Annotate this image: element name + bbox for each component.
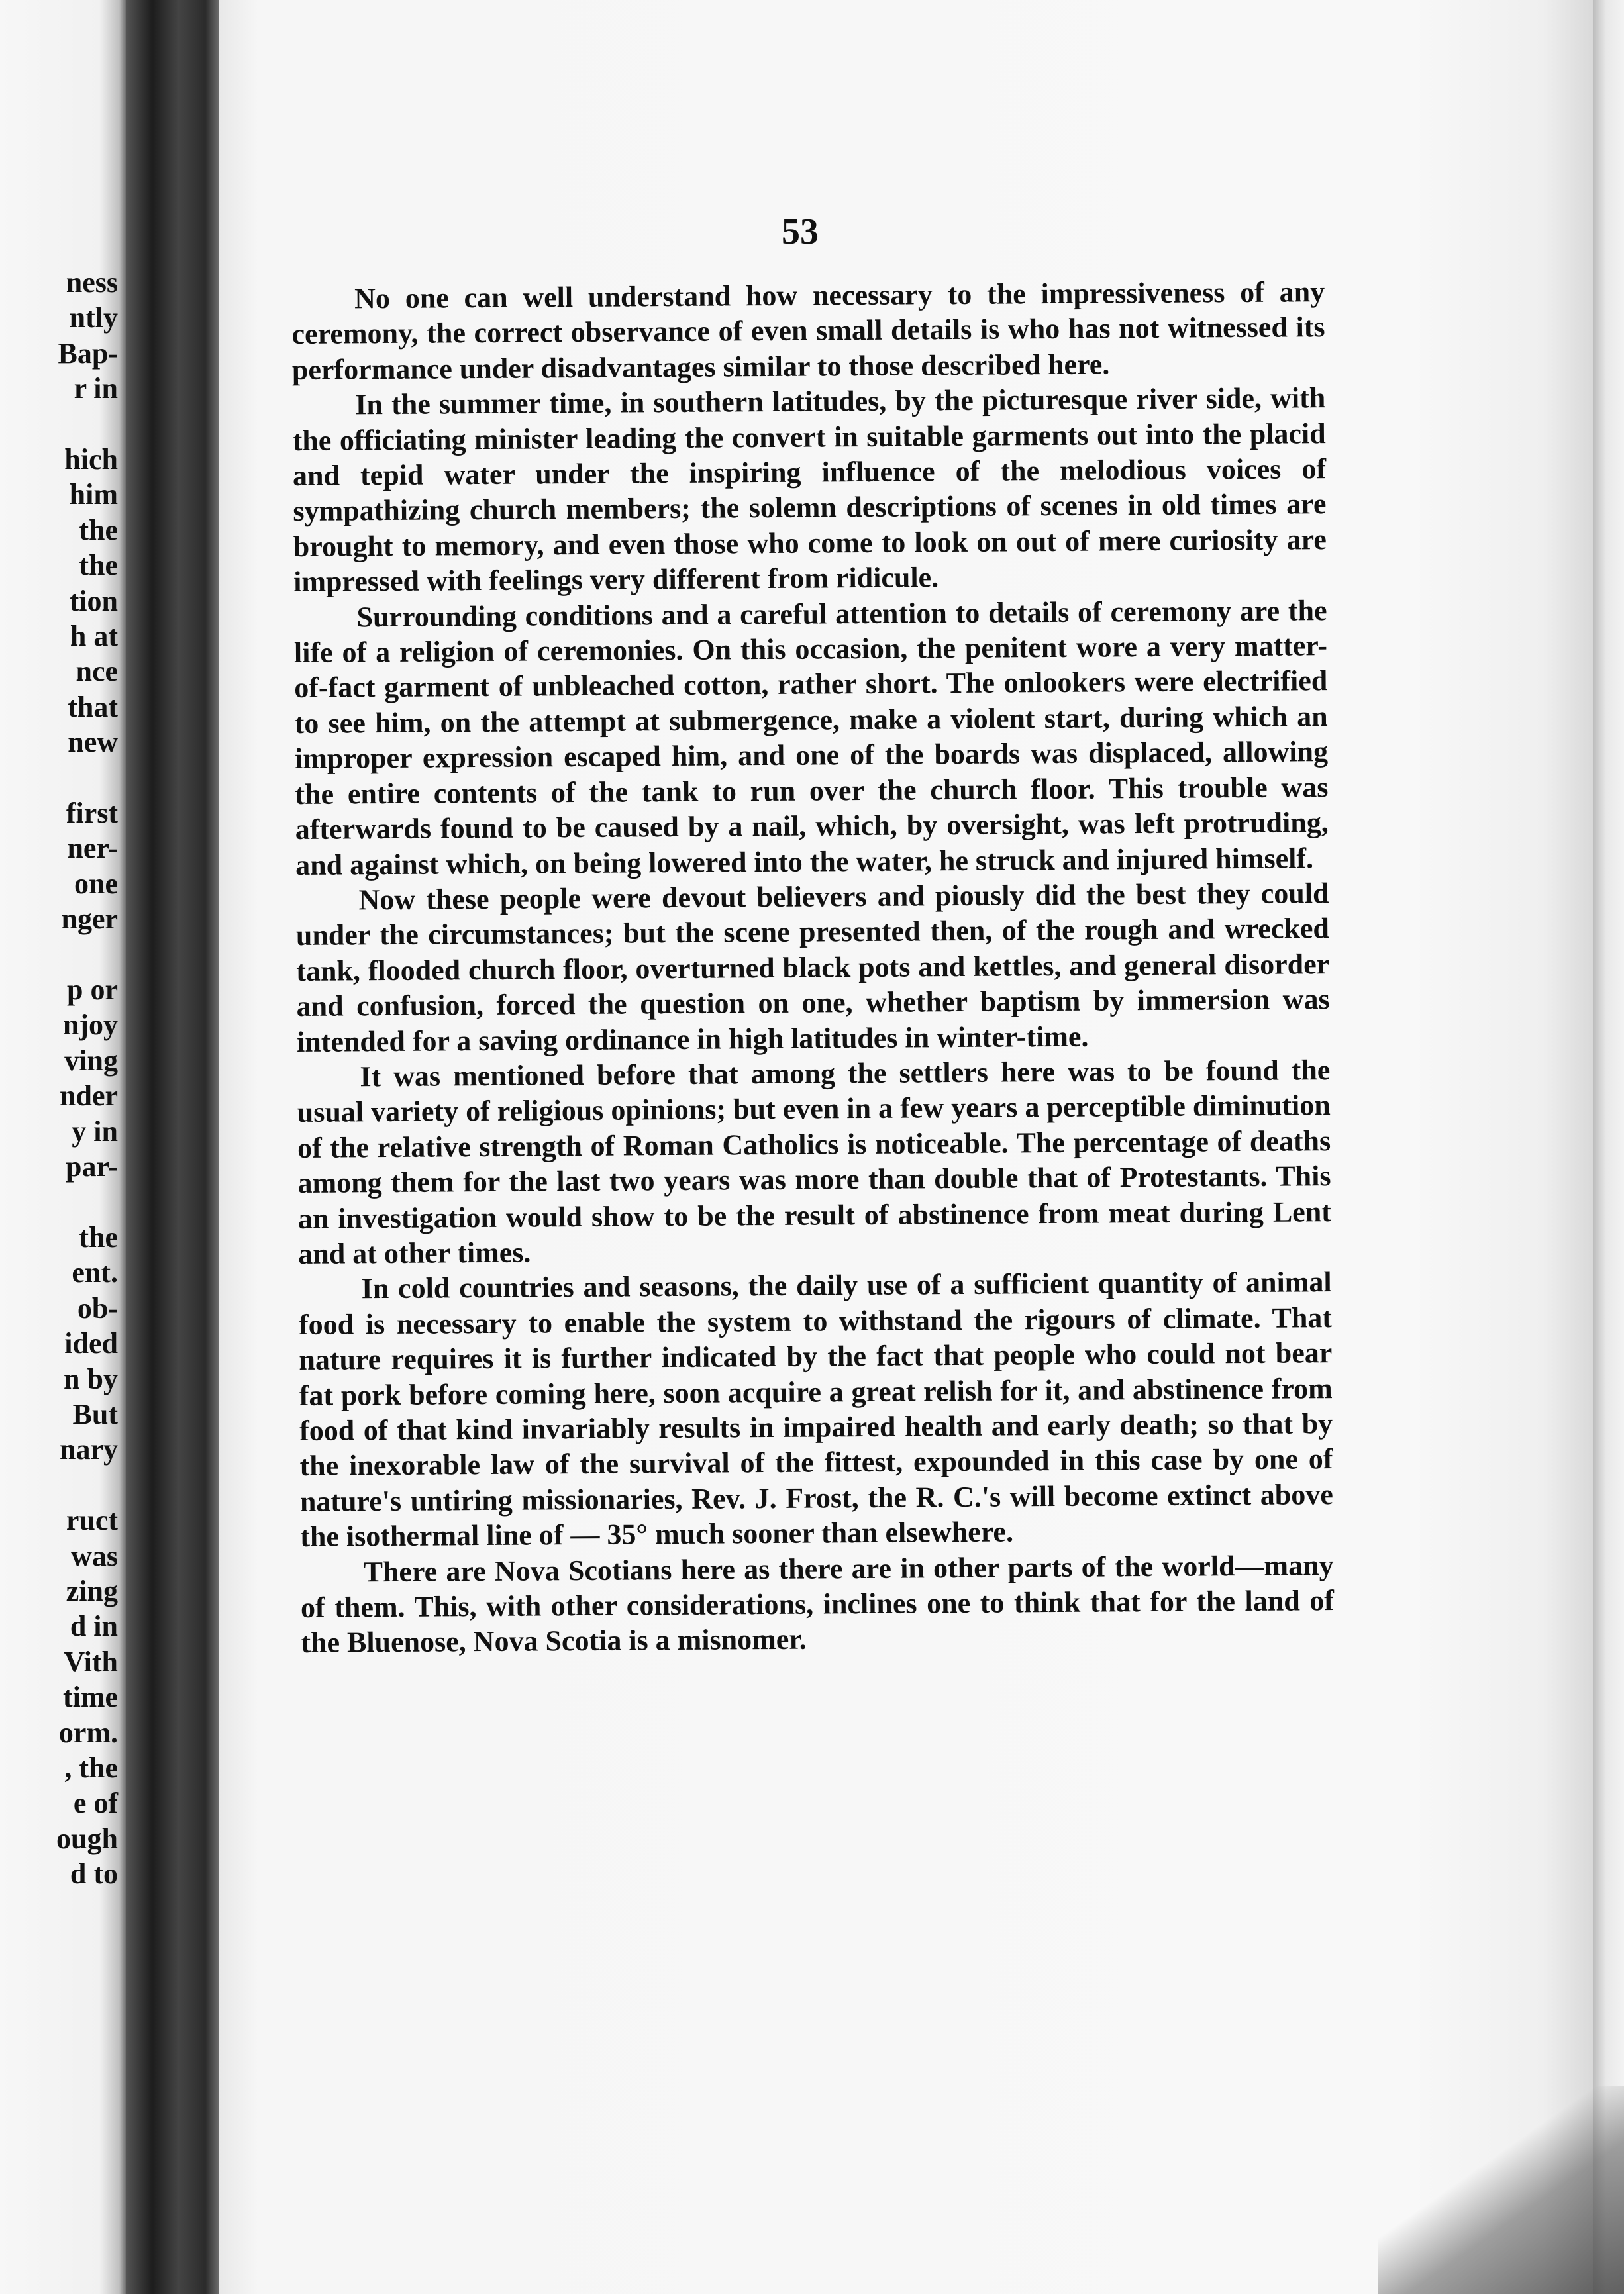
facing-page-fragment: y in [72, 1115, 118, 1148]
facing-page-fragment: new [68, 726, 118, 759]
facing-page-fragment: the [79, 1221, 118, 1254]
facing-page-fragment: ided [64, 1327, 118, 1360]
facing-page-fragment: h at [70, 620, 118, 653]
body-text [291, 274, 1335, 1661]
facing-page-fragment: d to [70, 1858, 118, 1891]
facing-page-fragment: p or [67, 973, 118, 1007]
facing-page-fragment: orm. [58, 1716, 118, 1749]
facing-page-fragment: nder [60, 1079, 118, 1113]
facing-page-fragment: ob- [77, 1291, 118, 1324]
fragment-gap [56, 1468, 118, 1503]
paragraph: In the summer time, in southern latitudes, by the picturesque river side, with the officiating minister leading the convert in suitable garments out into the placid and tepid water under the inspiring influence of the melodious voices of sympathizing church members; the solemn descriptions of scenes in old times are brought to memory, and even those who come to look on out of mere curiosity are impressed with feelings very different from ridicule. [292, 381, 1327, 599]
facing-page-fragment: ntly [69, 301, 118, 334]
facing-page-fragment: d in [70, 1610, 118, 1643]
paragraph: It was mentioned before that among the settlers here was to be found the usual variety of religious opinions; but even in a few years a perceptible diminution of the relative strength of Roman Catholics is noticeable. The percentage of deaths among them for the last two years was more than double that of Protestants. This an investigation would show to be the result of abstinence from meat during Lent and at other times. [297, 1054, 1332, 1270]
page-number: 53 [782, 211, 819, 252]
facing-page-fragment: nger [61, 903, 118, 936]
fragment-gap [56, 407, 118, 442]
facing-page-fragment: him [69, 478, 118, 511]
facing-page-fragment: hich [64, 443, 118, 476]
facing-page-fragment: ness [66, 266, 118, 299]
facing-page-fragment: ough [56, 1822, 118, 1855]
facing-page-fragment: Vith [64, 1645, 118, 1678]
facing-page-fragment: nce [76, 655, 118, 688]
paragraph: Surrounding conditions and a careful attention to details of ceremony are the life of a religion of ceremonies. On this occasion, the penitent wore a very matter-of-fact garment of unbleached cotton, rather short. The onlookers were electrified to see him, on the attempt at submergence, make a violent start, during which an improper expression escaped him, and one of the boards was displaced, allowing the entire contents of the tank to run over the church floor. This trouble was afterwards found to be caused by a nail, which, by oversight, was left protruding, and against which, on being lowered into the water, he struck and injured himself. [293, 593, 1329, 881]
facing-page-fragment: nary [60, 1433, 118, 1466]
fragment-gap [56, 760, 118, 795]
fragment-gap [56, 937, 118, 972]
facing-page-fragment: ner- [67, 832, 118, 865]
fragment-gap [56, 1185, 118, 1220]
page-right-edge [1593, 0, 1624, 2294]
facing-page-fragment: time [62, 1681, 118, 1714]
facing-page-fragment: one [74, 867, 118, 900]
paragraph: There are Nova Scotians here as there are in other parts of the world—many of them. This, with other considerations, inclines one to think that for the land of the Bluenose, Nova Scotia is a misnomer. [300, 1548, 1335, 1660]
page-corner-shadow [1378, 2086, 1624, 2294]
facing-page-fragment: ving [64, 1044, 118, 1077]
facing-page-fragment: But [72, 1397, 118, 1430]
facing-page-fragment: par- [65, 1150, 118, 1183]
facing-page-fragment: r in [74, 372, 118, 405]
facing-page-fragment: zing [66, 1574, 118, 1607]
facing-page-fragment: tion [69, 584, 118, 617]
facing-page-fragment: that [68, 690, 118, 723]
facing-page-fragment: , the [64, 1751, 118, 1784]
facing-page-fragment: Bap- [58, 336, 118, 370]
paragraph: No one can well understand how necessary to the impressiveness of any ceremony, the correct observance of even small details is who has not witnessed its performance under disadvantages similar to those described here. [291, 275, 1325, 386]
facing-page-fragment: n by [64, 1362, 118, 1395]
facing-page-fragment: ent. [72, 1256, 118, 1289]
paragraph: Now these people were devout believers and piously did the best they could under the circumstances; but the scene presented then, of the rough and wrecked tank, flooded church floor, overturned black pots and kettles, and general disorder and confusion, forced the question on one, whether baptism by immersion was intended for a saving ordinance in high latitudes in winter-time. [295, 876, 1330, 1058]
facing-page-text-fragments [56, 265, 118, 1892]
facing-page-edge [0, 0, 126, 2294]
facing-page-fragment: njoy [62, 1009, 118, 1042]
facing-page-fragment: was [71, 1539, 118, 1572]
facing-page-fragment: first [66, 797, 118, 830]
paragraph: In cold countries and seasons, the daily use of a sufficient quantity of animal food is necessary to enable the system to withstand the rigours of climate. That nature requires it is further indicated by the fact that people who could not bear fat pork before coming here, soon acquire a great relish for it, and abstinence from food of that kind invariably results in impaired health and early death; so that by the inexorable law of the survival of the fittest, expounded in this case by one of nature's untiring missionaries, Rev. J. Frost, the R. C.'s will become extinct above the isothermal line of — 35° much sooner than elsewhere. [298, 1266, 1333, 1554]
facing-page-fragment: ruct [66, 1504, 118, 1537]
facing-page-fragment: the [79, 549, 118, 582]
facing-page-fragment: e of [73, 1787, 118, 1820]
facing-page-fragment: the [79, 513, 118, 546]
